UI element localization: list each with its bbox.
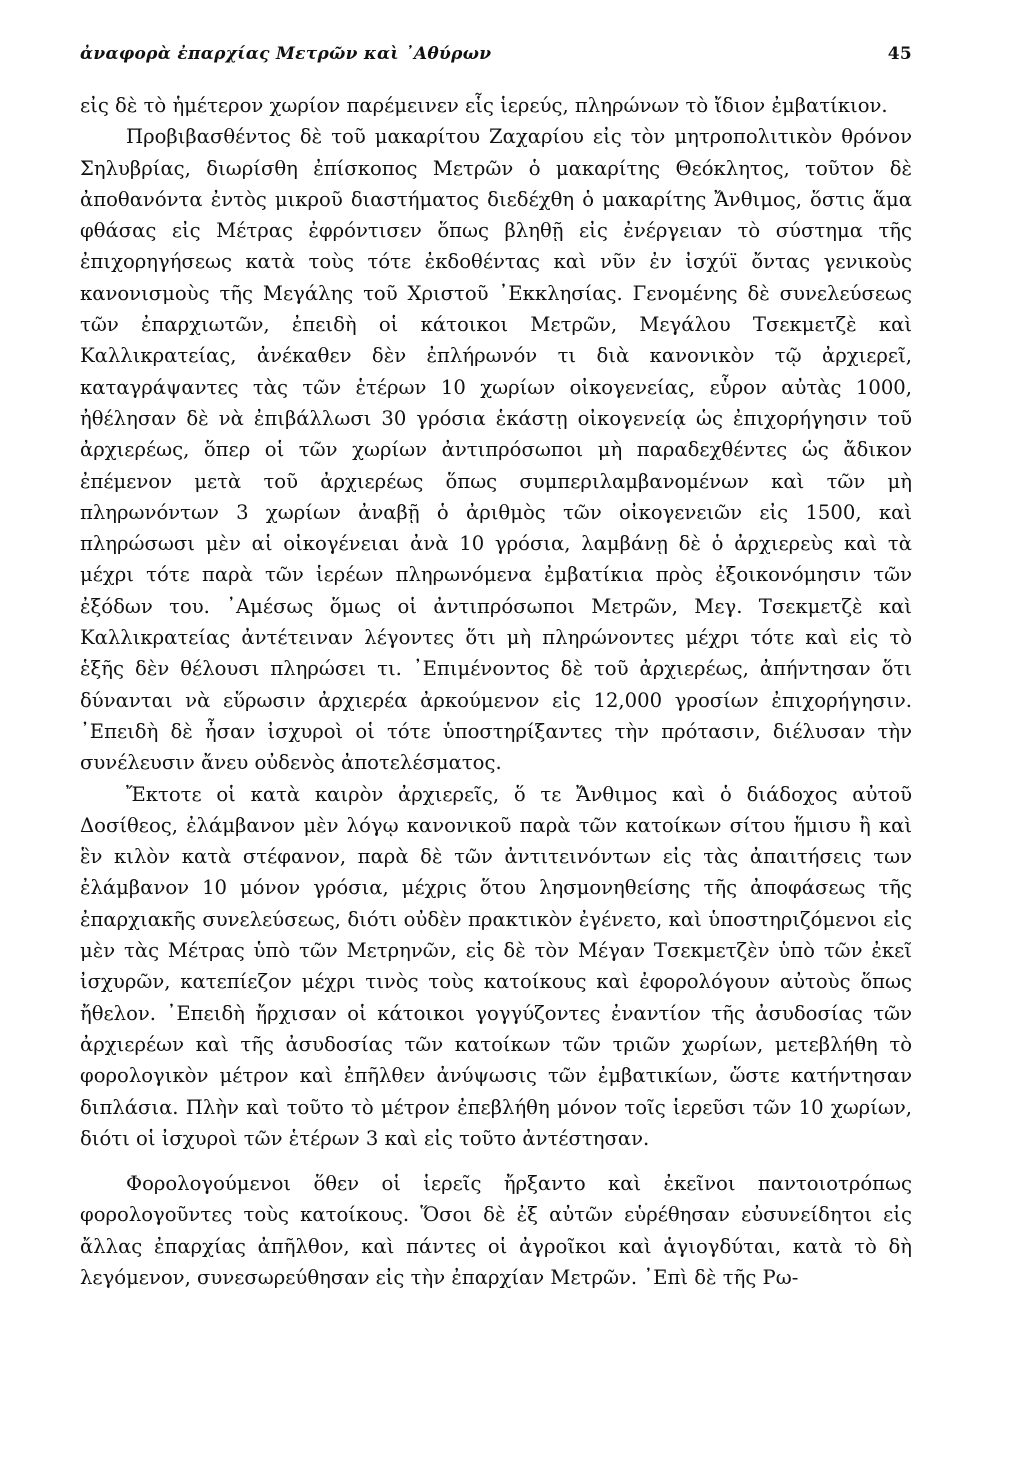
document-page: [80, 44, 912, 1293]
paragraph-1: εἰς δὲ τὸ ἡμέτερον χωρίον παρέμεινεν εἷς ἱερεύς, πληρώνων τὸ ἴδιον ἐμβατίκιον.: [80, 94, 888, 117]
paragraph-2: Προβιβασθέντος δὲ τοῦ μακαρίτου Ζαχαρίου εἰς τὸν μητροπολιτικὸν θρόνον Σηλυβρίας, διωρίσθη ἐπίσκοπος Μετρῶν ὁ μακαρίτης Θεόκλητος, τοῦτον δὲ ἀποθανόντα ἐντὸς μικροῦ διαστήματος διεδέχθη ὁ μακαρίτης Ἄνθιμος, ὅστις ἅμα φθάσας εἰς Μέτρας ἐφρόντισεν ὅπως βληθῇ εἰς ἐνέργειαν τὸ σύστημα τῆς ἐπιχορηγήσεως κατὰ τοὺς τότε ἐκδοθέντας καὶ νῦν ἐν ἰσχύϊ ὄντας γενικοὺς κανονισμοὺς τῆς Μεγάλης τοῦ Χριστοῦ ᾿Εκκλησίας. Γενομένης δὲ συνελεύσεως τῶν ἐπαρχιωτῶν, ἐπειδὴ οἱ κάτοικοι Μετρῶν, Μεγάλου Τσεκμετζὲ καὶ Καλλικρατείας, ἀνέκαθεν δὲν ἐπλήρωνόν τι διὰ κανονικὸν τῷ ἀρχιερεῖ, καταγράψαντες τὰς τῶν ἑτέρων 10 χωρίων οἰκογενείας, εὗρον αὐτὰς 1000, ἠθέλησαν δὲ νὰ ἐπιβάλλωσι 30 γρόσια ἑκάστῃ οἰκογενείᾳ ὡς ἐπιχορήγησιν τοῦ ἀρχιερέως, ὅπερ οἱ τῶν χωρίων ἀντιπρόσωποι μὴ παραδεχθέντες ὡς ἄδικον ἐπέμενον μετὰ τοῦ ἀρχιερέως ὅπως συμπεριλαμβανομένων καὶ τῶν μὴ πληρωνόντων 3 χωρίων ἀναβῇ ὁ ἀριθμὸς τῶν οἰκογενειῶν εἰς 1500, καὶ πληρώσωσι μὲν αἱ οἰκογένειαι ἀνὰ 10 γρόσια, λαμβάνῃ δὲ ὁ ἀρχιερεὺς καὶ τὰ μέχρι τότε παρὰ τῶν ἱερέων πληρωνόμενα ἐμβατίκια πρὸς ἐξοικονόμησιν τῶν ἐξόδων του. ᾿Αμέσως ὅμως οἱ ἀντιπρόσωποι Μετρῶν, Μεγ. Τσεκμετζὲ καὶ Καλλικρατείας ἀντέτειναν λέγοντες ὅτι μὴ πληρώνοντες μέχρι τότε καὶ εἰς τὸ ἑξῆς δὲν θέλουσι πληρώσει τι. ᾿Επιμένοντος δὲ τοῦ ἀρχιερέως, ἀπήντησαν ὅτι δύνανται νὰ εὕρωσιν ἀρχιερέα ἀρκούμενον εἰς 12,000 γροσίων ἐπιχορήγησιν. ᾿Επειδὴ δὲ ἦσαν ἰσχυροὶ οἱ τότε ὑποστηρίξαντες τὴν πρότασιν, διέλυσαν τὴν συνέλευσιν ἄνευ οὐδενὸς ἀποτελέσματος.: [80, 125, 912, 775]
paragraph-4: Φορολογούμενοι ὅθεν οἱ ἱερεῖς ἤρξαντο καὶ ἐκεῖνοι παντοιοτρόπως φορολογοῦντες τοὺς κατοίκους. Ὅσοι δὲ ἐξ αὐτῶν εὑρέθησαν εὐσυνείδητοι εἰς ἄλλας ἐπαρχίας ἀπῆλθον, καὶ πάντες οἱ ἀγροῖκοι καὶ ἁγιογδύται, κατὰ τὸ δὴ λεγόμενον, συνεσωρεύθησαν εἰς τὴν ἐπαρχίαν Μετρῶν. ᾿Επὶ δὲ τῆς Ρω-: [80, 1172, 912, 1289]
body-text: [80, 90, 912, 1293]
paragraph-3: Ἔκτοτε οἱ κατὰ καιρὸν ἀρχιερεῖς, ὅ τε Ἄνθιμος καὶ ὁ διάδοχος αὐτοῦ Δοσίθεος, ἐλάμβανον μὲν λόγῳ κανονικοῦ παρὰ τῶν κατοίκων σίτου ἥμισυ ἢ καὶ ἓν κιλὸν κατὰ στέφανον, παρὰ δὲ τῶν ἀντιτεινόντων εἰς τὰς ἀπαιτήσεις των ἐλάμβανον 10 μόνον γρόσια, μέχρις ὅτου λησμονηθείσης τῆς ἀποφάσεως τῆς ἐπαρχιακῆς συνελεύσεως, διότι οὐδὲν πρακτικὸν ἐγένετο, καὶ ὑποστηριζόμενοι εἰς μὲν τὰς Μέτρας ὑπὸ τῶν Μετρηνῶν, εἰς δὲ τὸν Μέγαν Τσεκμετζὲν ὑπὸ τῶν ἐκεῖ ἰσχυρῶν, κατεπίεζον μέχρι τινὸς τοὺς κατοίκους καὶ ἐφορολόγουν αὐτοὺς ὅπως ἤθελον. ᾿Επειδὴ ἤρχισαν οἱ κάτοικοι γογγύζοντες ἐναντίον τῆς ἀσυδοσίας τῶν ἀρχιερέων καὶ τῆς ἀσυδοσίας τῶν κατοίκων τῶν τριῶν χωρίων, μετεβλήθη τὸ φορολογικὸν μέτρον καὶ ἐπῆλθεν ἀνύψωσις τῶν ἐμβατικίων, ὥστε κατήντησαν διπλάσια. Πλὴν καὶ τοῦτο τὸ μέτρον ἐπεβλήθη μόνον τοῖς ἱερεῦσι τῶν 10 χωρίων, διότι οἱ ἰσχυροὶ τῶν ἑτέρων 3 καὶ εἰς τοῦτο ἀντέστησαν.: [80, 782, 912, 1150]
running-title: ἀναφορὰ ἐπαρχίας Μετρῶν καὶ ᾿Αθύρων: [80, 44, 492, 64]
page-number: 45: [887, 44, 912, 64]
running-header: [80, 44, 912, 64]
